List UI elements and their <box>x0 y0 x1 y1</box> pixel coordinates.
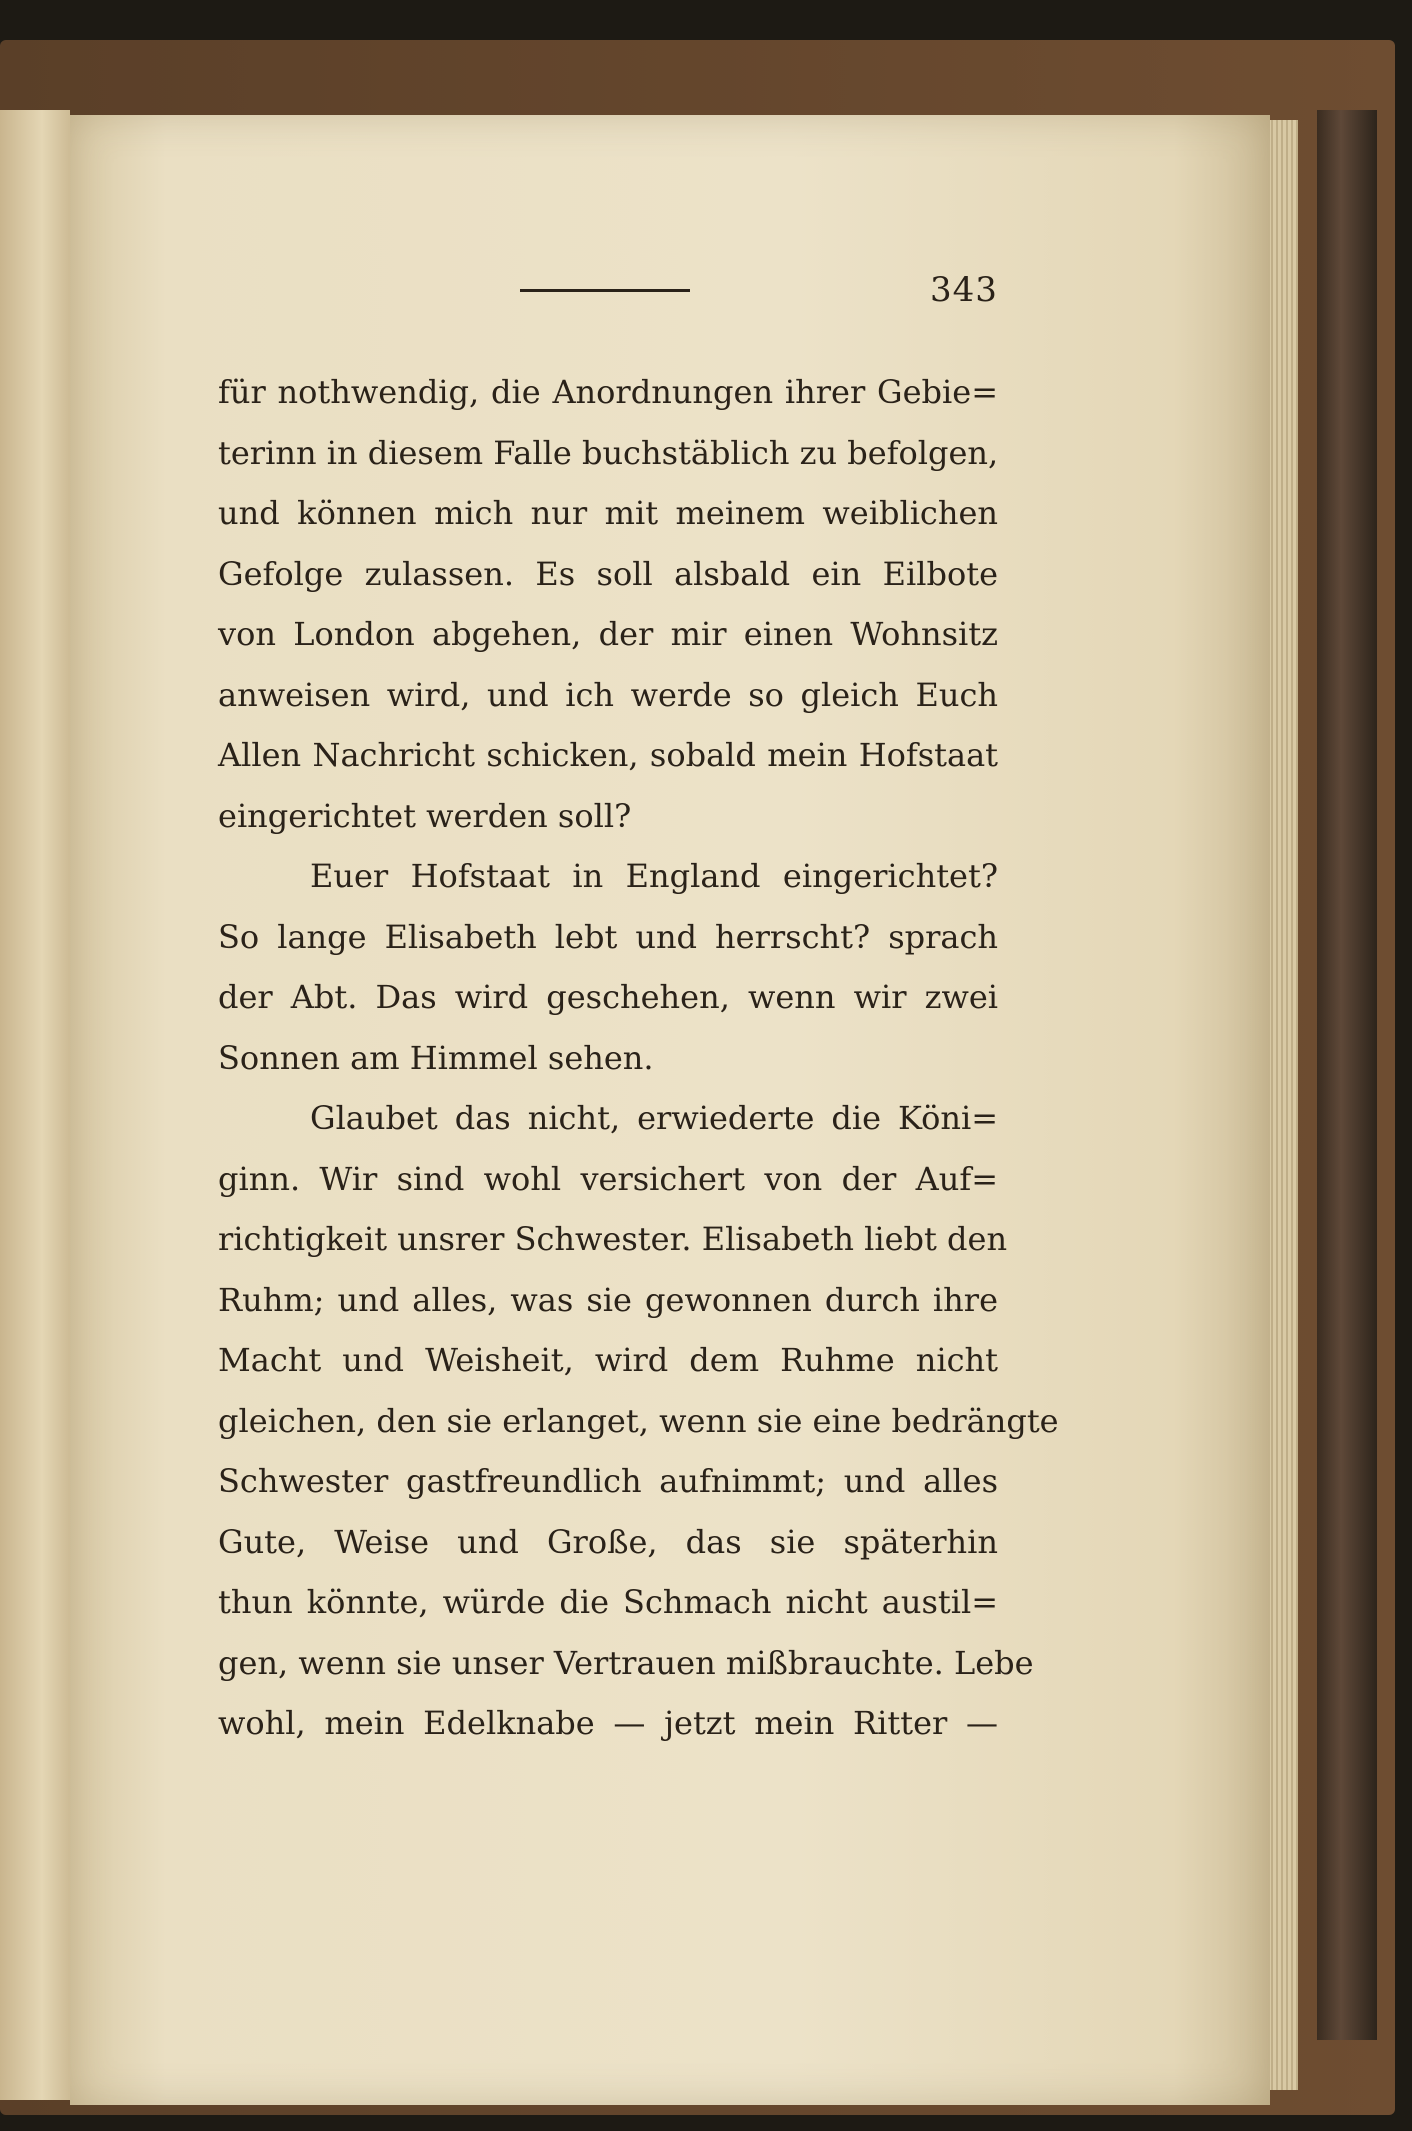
text-line: für nothwendig, die Anordnungen ihrer Gebie= <box>218 373 998 411</box>
page-text-block <box>218 362 1059 1754</box>
text-line: ginn. Wir sind wohl versichert von der Auf= <box>218 1159 998 1198</box>
text-line: Gefolge zulassen. Es soll alsbald ein Eilbote <box>218 554 998 593</box>
text-line: wohl, mein Edelknabe — jetzt mein Ritter — <box>218 1704 998 1742</box>
book-cover-edge <box>1317 110 1377 2040</box>
header-rule <box>520 289 690 292</box>
text-line: richtigkeit unsrer Schwester. Elisabeth liebt den <box>218 1220 1008 1258</box>
text-line: Sonnen am Himmel sehen. <box>218 1038 654 1077</box>
page-number: 343 <box>930 270 998 310</box>
text-line: anweisen wird, und ich werde so gleich Euch <box>218 675 998 714</box>
text-line: gen, wenn sie unser Vertrauen mißbrauchte. Lebe <box>218 1643 1034 1682</box>
text-line: gleichen, den sie erlanget, wenn sie eine bedrängte <box>218 1401 1059 1440</box>
text-line: thun könnte, würde die Schmach nicht austil= <box>218 1583 998 1621</box>
text-line: So lange Elisabeth lebt und herrscht? sprach <box>218 917 998 956</box>
text-line: und können mich nur mit meinem weiblichen <box>218 494 998 532</box>
text-line: der Abt. Das wird geschehen, wenn wir zwei <box>218 978 998 1016</box>
text-line: Glaubet das nicht, erwiederte die Köni= <box>310 1099 998 1137</box>
text-line: terinn in diesem Falle buchstäblich zu befolgen, <box>218 433 999 472</box>
text-line: Euer Hofstaat in England eingerichtet? <box>310 857 998 895</box>
text-line: Macht und Weisheit, wird dem Ruhme nicht <box>218 1341 998 1379</box>
text-line: Schwester gastfreundlich aufnimmt; und alles <box>218 1462 998 1500</box>
text-line: Allen Nachricht schicken, sobald mein Hofstaat <box>218 736 998 774</box>
text-line: von London abgehen, der mir einen Wohnsitz <box>218 615 998 653</box>
text-line: Gute, Weise und Große, das sie späterhin <box>218 1522 998 1561</box>
text-line: eingerichtet werden soll? <box>218 796 632 835</box>
left-page-edge <box>0 110 70 2100</box>
text-line: Ruhm; und alles, was sie gewonnen durch ihre <box>218 1280 998 1319</box>
